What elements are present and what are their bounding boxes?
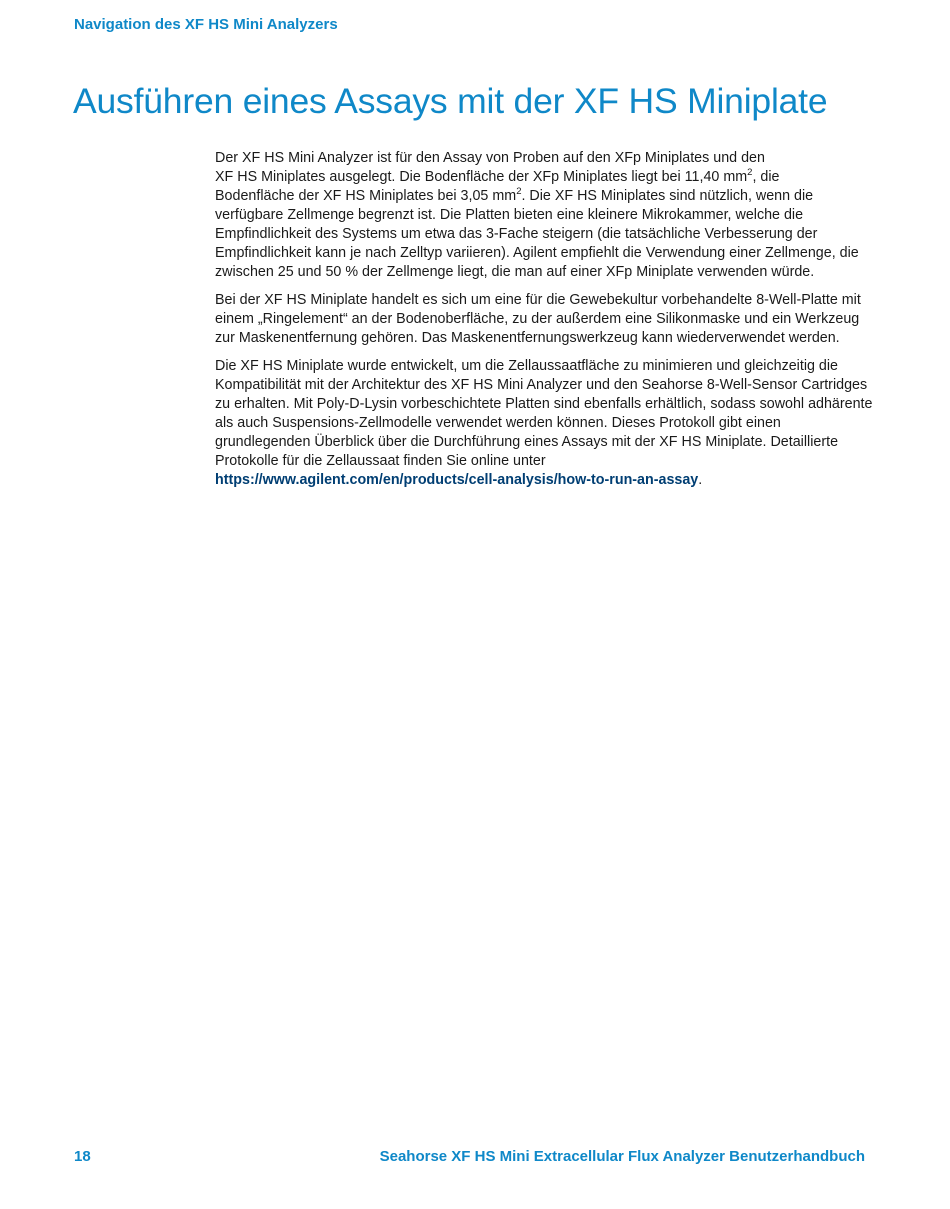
p3-end: . xyxy=(698,472,703,488)
paragraph-3 xyxy=(215,357,875,490)
body-text xyxy=(215,149,875,499)
assay-protocol-link[interactable]: https://www.agilent.com/en/products/cell-analysis/how-to-run-an-assay xyxy=(215,472,699,488)
superscript-2: 2 xyxy=(516,186,522,197)
footer-manual-title: Seahorse XF HS Mini Extracellular Flux Analyzer Benutzerhandbuch xyxy=(379,1148,865,1165)
p3-text: Die XF HS Miniplate wurde entwickelt, um die Zellaussaatfläche zu minimieren und gleichzeitig die Kompatibilität mit der Architektur des XF HS Mini Analyzer und den Seahorse 8-Well-Sensor Cartridges zu erhalten. Mit Poly-D-Lysin vorbeschichtete Platten sind ebenfalls erhältlich, sodass sowohl adhärente als auch Suspensions-Zellmodelle verwendet werden können. Dieses Protokoll gibt einen grundlegenden Überblick über die Durchführung eines Assays mit der XF HS Miniplate. Detaillierte Protokolle für die Zellaussaat finden Sie online unter xyxy=(215,358,873,469)
p1-line-2: XF HS Miniplates ausgelegt. Die Bodenfläche der XFp Miniplates liegt bei 11,40 mm xyxy=(215,169,748,185)
p1-line-2-end: , die xyxy=(752,169,780,185)
p1-line-3: Bodenfläche der XF HS Miniplates bei 3,05 mm xyxy=(215,188,517,204)
page-title: Ausführen eines Assays mit der XF HS Miniplate xyxy=(73,81,828,121)
page-number: 18 xyxy=(74,1148,91,1165)
paragraph-1 xyxy=(215,149,875,282)
running-header: Navigation des XF HS Mini Analyzers xyxy=(74,16,338,33)
p1-rest: . Die XF HS Miniplates sind nützlich, wenn die verfügbare Zellmenge begrenzt ist. Die Platten bieten eine kleinere Mikrokammer, welche die Empfindlichkeit des Systems um etwa das 3-Fache steigern (die tatsächliche Verbesserung der Empfindlichkeit kann je nach Zelltyp variieren). Agilent empfiehlt die Verwendung einer Zellmenge, die zwischen 25 und 50 % der Zellmenge liegt, die man auf einer XFp Miniplate verwenden würde. xyxy=(215,188,859,280)
superscript-2: 2 xyxy=(747,167,753,178)
paragraph-2: Bei der XF HS Miniplate handelt es sich um eine für die Gewebekultur vorbehandelte 8-Well-Platte mit einem „Ringelement“ an der Bodenoberfläche, zu der außerdem eine Silikonmaske und ein Werkzeug zur Maskenentfernung gehören. Das Maskenentfernungswerkzeug kann wiederverwendet werden. xyxy=(215,292,861,346)
p1-line-1: Der XF HS Mini Analyzer ist für den Assay von Proben auf den XFp Miniplates und den xyxy=(215,150,765,166)
